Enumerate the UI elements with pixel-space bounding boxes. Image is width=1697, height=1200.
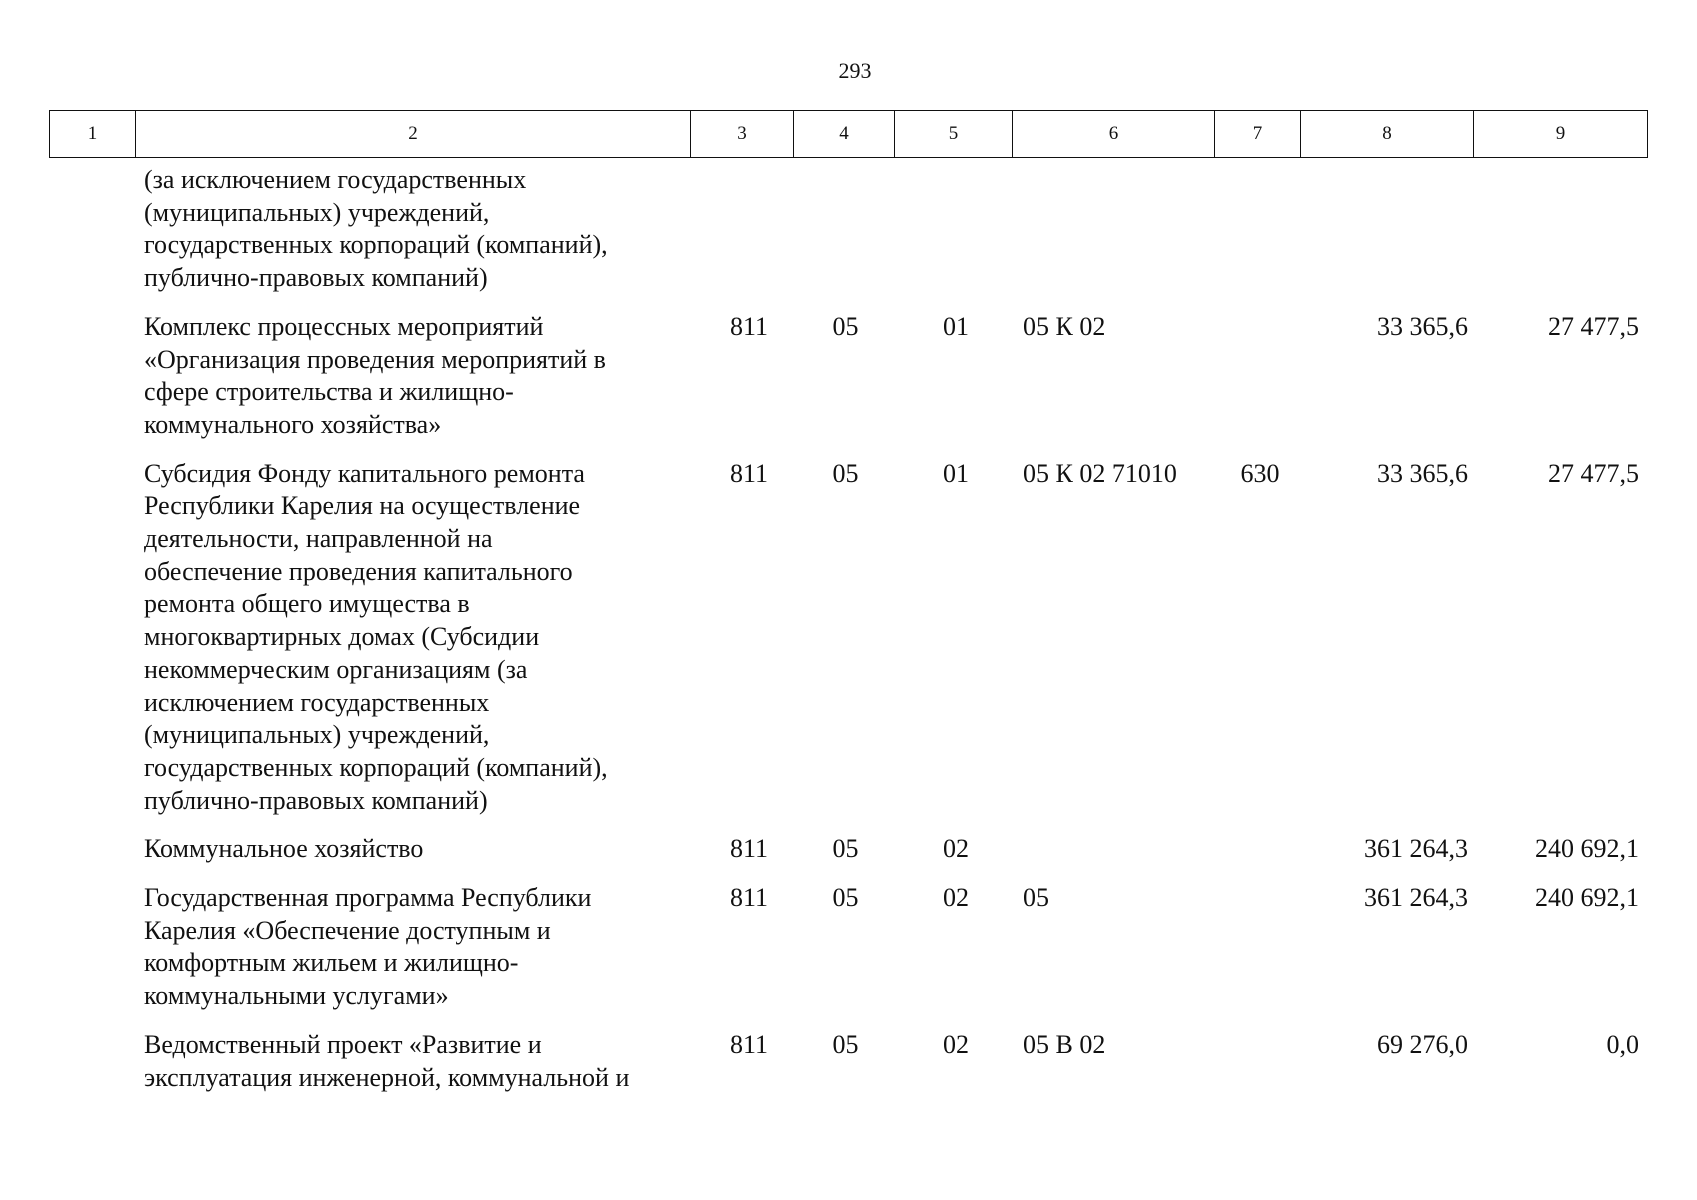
description-line: эксплуатация инженерной, коммунальной и	[144, 1062, 630, 1092]
section-code-cell: 05	[832, 834, 859, 864]
subsection-code-cell: 02	[943, 1029, 969, 1059]
target-article-cell: 05	[1023, 883, 1049, 913]
section-code-cell: 05	[832, 883, 859, 913]
table-row	[49, 458, 1647, 818]
amount-year1-cell: 361 264,3	[1364, 834, 1468, 864]
description-line: многоквартирных домах (Субсидии	[144, 622, 540, 652]
description-line: некоммерческим организациям (за	[144, 654, 528, 684]
description-line: Государственная программа Республики	[144, 883, 592, 913]
subsection-code-cell: 01	[943, 311, 969, 341]
section-code-cell: 05	[832, 311, 859, 341]
section-code-cell: 05	[832, 458, 859, 488]
amount-year2-cell: 27 477,5	[1548, 311, 1639, 341]
table-row	[49, 311, 1647, 442]
amount-year2-cell: 0,0	[1606, 1029, 1639, 1059]
description-line: публично-правовых компаний)	[144, 785, 488, 815]
ministry-code-cell: 811	[729, 1029, 769, 1059]
column-header-8: 8	[1301, 111, 1474, 158]
amount-year1-cell: 361 264,3	[1364, 883, 1468, 913]
description-line: комфортным жильем и жилищно-	[144, 948, 519, 978]
amount-year2-cell: 27 477,5	[1548, 458, 1639, 488]
amount-year1-cell: 33 365,6	[1377, 458, 1468, 488]
amount-year1-cell: 33 365,6	[1377, 311, 1468, 341]
description-line: деятельности, направленной на	[144, 524, 493, 554]
amount-year2-cell: 240 692,1	[1535, 834, 1639, 864]
column-header-6: 6	[1013, 111, 1215, 158]
description-line: Субсидия Фонду капитального ремонта	[144, 458, 585, 488]
description-line: обеспечение проведения капитального	[144, 556, 573, 586]
target-article-cell: 05 В 02	[1023, 1029, 1106, 1059]
description-line: «Организация проведения мероприятий в	[144, 344, 606, 374]
table-row	[49, 882, 1647, 1013]
amount-year1-cell: 69 276,0	[1377, 1029, 1468, 1059]
description-line: государственных корпораций (компаний),	[144, 752, 608, 782]
row-description	[49, 311, 694, 442]
column-header-1: 1	[50, 111, 136, 158]
table-row	[49, 164, 1647, 295]
ministry-code-cell: 811	[729, 311, 769, 341]
ministry-code-cell: 811	[729, 458, 769, 488]
ministry-code-cell: 811	[729, 883, 769, 913]
column-header-table	[49, 110, 1648, 158]
column-header-2: 2	[136, 111, 691, 158]
column-header-5: 5	[895, 111, 1013, 158]
description-line: Карелия «Обеспечение доступным и	[144, 915, 551, 945]
row-description	[49, 833, 694, 866]
column-header-row	[50, 111, 1648, 158]
description-line: Республики Карелия на осуществление	[144, 491, 581, 521]
description-line: публично-правовых компаний)	[144, 263, 488, 293]
expense-type-cell: 630	[1240, 458, 1280, 488]
row-description	[49, 164, 694, 295]
subsection-code-cell: 01	[943, 458, 969, 488]
row-description	[49, 882, 694, 1013]
description-line: Коммунальное хозяйство	[144, 834, 424, 864]
subsection-code-cell: 02	[943, 834, 969, 864]
description-line: Комплекс процессных мероприятий	[144, 311, 544, 341]
description-line: коммунальными услугами»	[144, 981, 449, 1011]
table-body	[49, 164, 1647, 1110]
page-number: 293	[838, 58, 872, 83]
ministry-code-cell: 811	[729, 834, 769, 864]
description-line: (за исключением государственных	[144, 165, 527, 194]
description-line: ремонта общего имущества в	[144, 589, 470, 619]
description-line: (муниципальных) учреждений,	[144, 720, 490, 750]
subsection-code-cell: 02	[943, 883, 969, 913]
column-header-4: 4	[794, 111, 895, 158]
column-header-9: 9	[1474, 111, 1648, 158]
description-line: (муниципальных) учреждений,	[144, 197, 490, 227]
row-description	[49, 1029, 694, 1094]
column-header-3: 3	[691, 111, 794, 158]
table-row	[49, 833, 1647, 866]
section-code-cell: 05	[832, 1029, 859, 1059]
target-article-cell: 05 К 02 71010	[1023, 458, 1177, 488]
description-line: сфере строительства и жилищно-	[144, 377, 514, 407]
table-row	[49, 1029, 1647, 1094]
description-line: государственных корпораций (компаний),	[144, 230, 608, 260]
description-line: коммунального хозяйства»	[144, 409, 442, 439]
target-article-cell: 05 К 02	[1023, 311, 1106, 341]
description-line: Ведомственный проект «Развитие и	[144, 1029, 542, 1059]
description-line: исключением государственных	[144, 687, 490, 717]
column-header-7: 7	[1215, 111, 1301, 158]
amount-year2-cell: 240 692,1	[1535, 883, 1639, 913]
row-description	[49, 458, 694, 818]
